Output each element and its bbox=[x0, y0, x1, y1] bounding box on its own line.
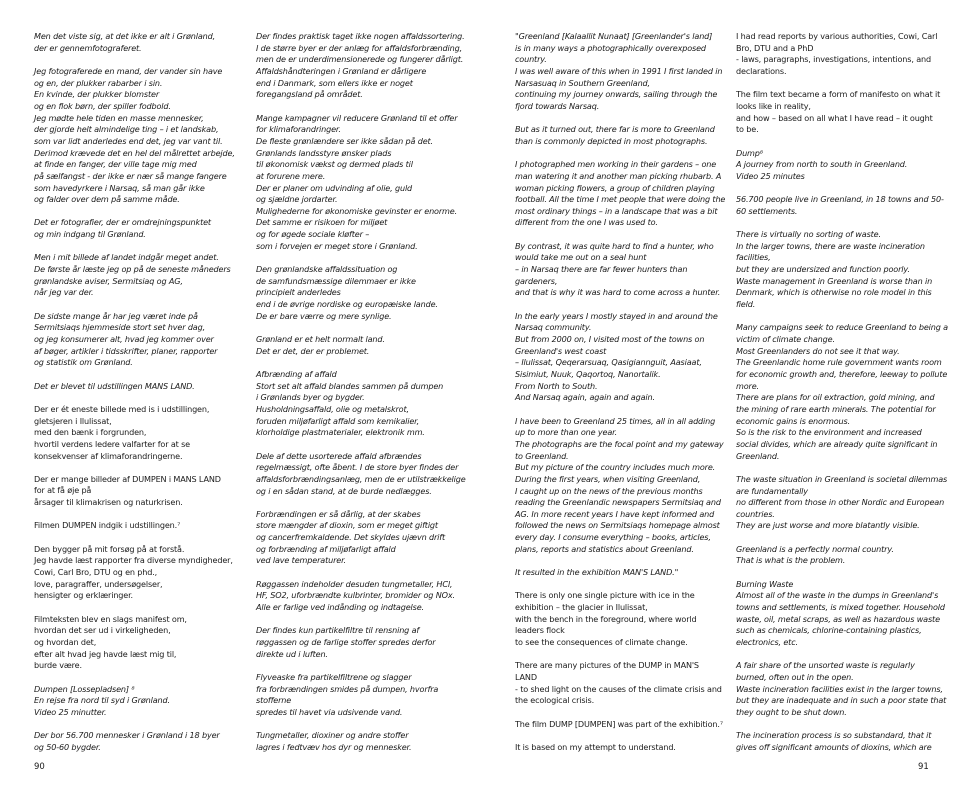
text-line: Filmteksten blev en slags manifest om, bbox=[34, 613, 187, 624]
paragraph bbox=[736, 229, 951, 311]
text-line: reading the Greenlandic newspapers Sermitsiaq and bbox=[515, 497, 721, 508]
paragraph bbox=[256, 369, 481, 439]
paragraph bbox=[256, 509, 481, 567]
text-line: Dele af dette usorterede affald afbrændes bbox=[256, 450, 422, 461]
text-line: But as it turned out, there far is more to Greenland bbox=[515, 124, 715, 135]
text-line: Der findes kun partikelfiltre til rensning af bbox=[256, 625, 420, 636]
text-line: med den bænk i forgrunden, bbox=[34, 427, 147, 438]
text-line: economic gains is enormous. bbox=[736, 415, 851, 426]
text-line: Stort set alt affald blandes sammen på dumpen bbox=[256, 380, 444, 391]
text-line: i Grønlands byer og bygder. bbox=[256, 392, 365, 403]
text-line: I caught up on the news of the previous months bbox=[515, 485, 703, 496]
paragraph bbox=[34, 311, 249, 369]
text-line: with the bench in the foreground, where world bbox=[515, 613, 697, 624]
text-line: From North to South. bbox=[515, 380, 598, 391]
text-line: During the first years, when visiting Greenland, bbox=[515, 473, 701, 484]
text-line: Men i mit billede af landet indgår meget andet. bbox=[34, 252, 219, 263]
text-line: Det er blevet til udstillingen MANS LAND. bbox=[34, 380, 195, 391]
text-line: such as chemicals, chlorine-containing plastics, bbox=[736, 625, 922, 636]
text-line: - to shed light on the causes of the climate crisis and bbox=[515, 683, 722, 694]
text-line: for at få øje på bbox=[34, 485, 92, 496]
text-line: som var lidt anderledes end det, jeg var vant til. bbox=[34, 135, 223, 146]
text-line: og i en sådan stand, at de burde nedlægges. bbox=[256, 485, 432, 496]
text-line: countries. bbox=[736, 508, 775, 519]
text-line: The film DUMP [DUMPEN] was part of the exhibition.⁷ bbox=[515, 718, 723, 729]
text-line: declarations. bbox=[736, 65, 787, 76]
text-line: woman picking flowers, a group of children playing bbox=[515, 182, 715, 193]
text-line: followed the news on Sermitsiaqs homepage almost bbox=[515, 520, 720, 531]
text-line: more. bbox=[736, 380, 759, 391]
text-line: So is the risk to the environment and increased bbox=[736, 427, 922, 438]
text-line: direkte ud i luften. bbox=[256, 648, 328, 659]
text-line: Grønland er et helt normalt land. bbox=[256, 334, 385, 345]
text-line: burned, often out in the open. bbox=[736, 671, 854, 682]
text-line: There are plans for oil extraction, gold mining, and bbox=[736, 392, 935, 403]
text-line: social divides, which are already quite significant in bbox=[736, 438, 938, 449]
text-line: 56.700 people live in Greenland, in 18 towns and 50- bbox=[736, 194, 944, 205]
text-line: But my picture of the country includes much more. bbox=[515, 462, 716, 473]
text-line: most ordinary things – in a landscape that was a bit bbox=[515, 205, 718, 216]
text-line: grønlandske aviser, Sermitsiaq og AG, bbox=[34, 275, 183, 286]
text-line: but they are undersized and function poorly. bbox=[736, 264, 910, 275]
text-line: The waste situation in Greenland is societal dilemmas bbox=[736, 473, 948, 484]
paragraph bbox=[736, 194, 951, 217]
text-line: "Greenland [Kalaallit Nunaat] [Greenlander's land] bbox=[515, 31, 713, 41]
text-line: There are many pictures of the DUMP in MAN'S bbox=[515, 660, 699, 671]
text-line: They are just worse and more blatantly visible. bbox=[736, 520, 920, 531]
text-line: Det er fotografier, der er omdrejningspunktet bbox=[34, 217, 211, 228]
text-line: at finde en fanger, der ville tage mig med bbox=[34, 159, 197, 170]
text-line: og hvordan det, bbox=[34, 636, 97, 647]
text-line: gives off significant amounts of dioxins, which are bbox=[736, 741, 932, 752]
text-line: og 50-60 bygder. bbox=[34, 741, 101, 752]
text-line: Jeg fotograferede en mand, der vander sin have bbox=[34, 65, 223, 76]
paragraph bbox=[34, 31, 249, 54]
text-line: That is what is the problem. bbox=[736, 555, 846, 566]
text-line: Flyveaske fra partikelfiltrene og slagger bbox=[256, 671, 412, 682]
paragraph bbox=[736, 474, 951, 532]
text-line: foruden miljøfarligt affald som kemikalier, bbox=[256, 415, 420, 426]
text-line: A fair share of the unsorted waste is regularly bbox=[736, 660, 915, 671]
text-line: og min indgang til Grønland. bbox=[34, 229, 146, 240]
text-line: Der findes praktisk taget ikke nogen affaldssortering. bbox=[256, 31, 465, 41]
text-line: Sermitsiaqs hjemmeside stort set hver dag, bbox=[34, 322, 206, 333]
paragraph bbox=[34, 474, 249, 509]
text-line: Cowi, Carl Bro, DTU og en phd., bbox=[34, 567, 158, 578]
text-line: Most Greenlanders do not see it that way. bbox=[736, 345, 900, 356]
paragraph bbox=[515, 241, 730, 299]
text-line: på sælfangst - der ikke er nær så mange fangere bbox=[34, 170, 227, 181]
text-line: exhibition – the glacier in Ilulissat, bbox=[515, 602, 648, 613]
text-line: hensigter og erklæringer. bbox=[34, 590, 133, 601]
text-line: Greenland is a perfectly normal country. bbox=[736, 543, 894, 554]
paragraph bbox=[34, 520, 249, 532]
paragraph bbox=[515, 31, 730, 113]
text-line: football. All the time I met people that were doing the bbox=[515, 194, 726, 205]
text-line: Der er planer om udvinding af olie, guld bbox=[256, 182, 413, 193]
text-line: to see the consequences of climate change. bbox=[515, 637, 688, 648]
text-line: facilities, bbox=[736, 252, 771, 263]
text-line: The photographs are the focal point and my gateway bbox=[515, 438, 724, 449]
paragraph bbox=[515, 311, 730, 404]
text-line: Den bygger på mit forsøg på at forstå. bbox=[34, 543, 185, 554]
text-line: to be. bbox=[736, 124, 759, 135]
right-page-column-1 bbox=[515, 31, 730, 765]
text-line: ved lave temperaturer. bbox=[256, 555, 346, 566]
paragraph bbox=[736, 730, 951, 753]
text-line: Greenland. bbox=[736, 450, 780, 461]
text-line: electronics, etc. bbox=[736, 637, 798, 647]
text-line: konsekvenser af klimaforandringerne. bbox=[34, 450, 183, 461]
text-line: De fleste grønlændere ser ikke sådan på det. bbox=[256, 135, 433, 146]
text-line: In the early years I mostly stayed in and around the bbox=[515, 310, 718, 321]
text-line: men de er underdimensionerede og fungerer dårligt. bbox=[256, 54, 464, 65]
text-line: som i forvejen er meget store i Grønland. bbox=[256, 240, 418, 251]
paragraph bbox=[256, 334, 481, 357]
text-line: end i Danmark, som ellers ikke er noget bbox=[256, 77, 413, 88]
text-line: they ought to be shut down. bbox=[736, 706, 847, 717]
text-line: Many campaigns seek to reduce Greenland to being a bbox=[736, 322, 948, 333]
text-line: than is commonly depicted in most photographs. bbox=[515, 135, 708, 146]
text-line: og en flok børn, der spiller fodbold. bbox=[34, 100, 171, 111]
text-line: klorholdige plastmaterialer, elektronik mm. bbox=[256, 427, 425, 438]
text-line: waste, oil, metal scraps, as well as hazardous waste bbox=[736, 613, 940, 624]
text-line: Der er ét eneste billede med is i udstillingen, bbox=[34, 403, 210, 414]
text-line: AG. In more recent years I have kept informed and bbox=[515, 508, 715, 519]
text-line: end i de øvrige nordiske og europæiske lande. bbox=[256, 299, 438, 310]
text-line: - laws, paragraphs, investigations, intentions, and bbox=[736, 54, 931, 65]
text-line: the mining of rare earth minerals. The potential for bbox=[736, 403, 936, 414]
paragraph bbox=[256, 113, 481, 253]
text-line: og en, der plukker rabarber i sin. bbox=[34, 77, 163, 88]
text-line: different from the one I was used to. bbox=[515, 217, 658, 228]
text-line: Den grønlandske affaldssituation og bbox=[256, 264, 398, 275]
text-line: Denmark, which is otherwise no role model in this bbox=[736, 287, 932, 298]
text-line: for klimaforandringer. bbox=[256, 124, 341, 135]
text-line: Almost all of the waste in the dumps in Greenland's bbox=[736, 590, 939, 601]
text-line: og cancerfremkaldende. Det skyldes ujævn drift bbox=[256, 532, 445, 543]
paragraph bbox=[515, 567, 730, 579]
text-line: Waste management in Greenland is worse than in bbox=[736, 275, 933, 286]
text-line: Der bor 56.700 mennesker i Grønland i 18 byer bbox=[34, 730, 220, 741]
text-line: og forbrænding af miljøfarligt affald bbox=[256, 543, 396, 554]
text-line: Dump⁸ bbox=[736, 147, 763, 158]
text-line: The Greenlandic home rule government wants room bbox=[736, 357, 942, 368]
text-line: Tungmetaller, dioxiner og andre stoffer bbox=[256, 730, 409, 741]
paragraph bbox=[34, 217, 249, 240]
text-line: røggassen og de farlige stoffer spredes derfor bbox=[256, 637, 436, 647]
text-line: and how – based on all what I have read – it ought bbox=[736, 112, 933, 123]
text-line: And Narsaq again, again and again. bbox=[515, 392, 655, 403]
text-line: HF, SO2, uforbrændte kulbrinter, bromider og NOx. bbox=[256, 590, 455, 601]
text-line: hvortil verdens ledere valfarter for at se bbox=[34, 438, 190, 449]
text-line: towns and settlements, is mixed together. Household bbox=[736, 602, 945, 613]
text-line: fjord towards Narsaq. bbox=[515, 100, 600, 111]
text-line: I had read reports by various authorities, Cowi, Carl bbox=[736, 31, 938, 41]
text-line: Dumpen [Lossepladsen] ⁸ bbox=[34, 683, 135, 694]
text-line: By contrast, it was quite hard to find a hunter, who bbox=[515, 240, 714, 251]
text-line: Bro, DTU and a PhD bbox=[736, 42, 814, 53]
text-line: leaders flock bbox=[515, 625, 565, 636]
text-line: country. bbox=[515, 54, 547, 65]
text-line: og statistik om Grønland. bbox=[34, 357, 133, 368]
text-line: årsager til klimakrisen og naturkrisen. bbox=[34, 497, 183, 508]
text-line: og falder over dem på samme måde. bbox=[34, 194, 180, 205]
text-line: – in Narsaq there are far fewer hunters than bbox=[515, 264, 688, 275]
text-line: Alle er farlige ved indånding og indtagelse. bbox=[256, 602, 424, 613]
text-line: victim of climate change. bbox=[736, 333, 835, 344]
text-line: Burning Waste bbox=[736, 578, 794, 589]
text-line: – Ilulissat, Qeqerarsuaq, Qasigiannguit, Aasiaat, bbox=[515, 357, 702, 368]
text-line: En rejse fra nord til syd i Grønland. bbox=[34, 695, 170, 706]
text-line: field. bbox=[736, 299, 756, 310]
paragraph bbox=[34, 544, 249, 602]
text-line: Jeg mødte hele tiden en masse mennesker, bbox=[34, 112, 204, 123]
text-line: Narsaq community. bbox=[515, 322, 592, 333]
paragraph bbox=[736, 89, 951, 136]
text-line: There is virtually no sorting of waste. bbox=[736, 229, 881, 240]
text-line: og sjældne jordarter. bbox=[256, 194, 338, 205]
text-line: Der er mange billeder af DUMPEN i MANS LAND bbox=[34, 473, 221, 484]
text-line: There is only one single picture with ice in the bbox=[515, 590, 695, 601]
left-page-column-1 bbox=[34, 31, 249, 765]
text-line: the ecological crisis. bbox=[515, 695, 595, 706]
paragraph bbox=[736, 148, 951, 183]
left-page-column-2 bbox=[256, 31, 481, 765]
text-line: I have been to Greenland 25 times, all in all adding bbox=[515, 415, 716, 426]
text-line: It resulted in the exhibition MAN'S LAND." bbox=[515, 567, 679, 578]
text-line: De sidste mange år har jeg været inde på bbox=[34, 310, 198, 321]
text-line: Video 25 minutes bbox=[736, 170, 805, 181]
text-line: regelmæssigt, ofte åbent. I de store byer findes der bbox=[256, 462, 459, 473]
paragraph bbox=[736, 322, 951, 462]
text-line: der gjorde helt almindelige ting – i et landskab, bbox=[34, 124, 219, 135]
text-line: I de større byer er der anlæg for affaldsforbrænding, bbox=[256, 42, 462, 53]
text-line: up to more than one year. bbox=[515, 427, 617, 438]
paragraph bbox=[515, 590, 730, 648]
text-line: burde være. bbox=[34, 660, 82, 671]
text-line: no different from those in other Nordic and European bbox=[736, 497, 945, 508]
text-line: gardeners, bbox=[515, 275, 558, 286]
paragraph bbox=[515, 660, 730, 707]
paragraph bbox=[736, 579, 951, 649]
text-line: til økonomisk vækst og dermed plads til bbox=[256, 159, 413, 170]
text-line: Det samme er risikoen for miljøet bbox=[256, 217, 388, 228]
text-line: De er bare værre og mere synlige. bbox=[256, 310, 392, 321]
text-line: are fundamentally bbox=[736, 485, 808, 496]
text-line: would take me out on a seal hunt bbox=[515, 252, 647, 263]
text-line: Waste incineration facilities exist in the larger towns, bbox=[736, 683, 943, 694]
paragraph bbox=[515, 416, 730, 556]
paragraph bbox=[34, 404, 249, 462]
text-line: I photographed men working in their gardens – one bbox=[515, 159, 717, 170]
text-line: Filmen DUMPEN indgik i udstillingen.⁷ bbox=[34, 520, 181, 531]
text-line: continuing my journey onwards, sailing through the bbox=[515, 89, 718, 100]
text-line: der er gennemfotograferet. bbox=[34, 42, 142, 53]
paragraph bbox=[34, 730, 249, 753]
text-line: A journey from north to south in Greenland. bbox=[736, 159, 908, 170]
text-line: gletsjeren i Ilulissat, bbox=[34, 415, 112, 426]
text-line: når jeg var der. bbox=[34, 287, 94, 298]
text-line: plans, reports and statistics about Greenland. bbox=[515, 543, 694, 554]
text-line: De første år læste jeg op på de seneste måneders bbox=[34, 264, 231, 275]
paragraph bbox=[256, 672, 481, 719]
text-line: af bøger, artikler i tidsskrifter, planer, rapporter bbox=[34, 345, 218, 356]
text-line: Affaldshåndteringen i Grønland er dårligere bbox=[256, 65, 427, 76]
paragraph bbox=[515, 159, 730, 229]
text-line: But from 2000 on, I visited most of the towns on bbox=[515, 334, 705, 344]
paragraph bbox=[34, 614, 249, 672]
paragraph bbox=[34, 684, 249, 719]
text-line: spredes til havet via udsivende vand. bbox=[256, 706, 403, 717]
text-line: every day. I consume everything – books, articles, bbox=[515, 532, 711, 543]
paragraph bbox=[256, 451, 481, 498]
text-line: to Greenland. bbox=[515, 450, 569, 461]
text-line: Forbrændingen er så dårlig, at der skabes bbox=[256, 508, 421, 519]
paragraph bbox=[34, 381, 249, 393]
text-line: Afbrænding af affald bbox=[256, 368, 337, 379]
text-line: En kvinde, der plukker blomster bbox=[34, 89, 159, 100]
text-line: and that is why it was hard to come across a hunter. bbox=[515, 287, 721, 298]
paragraph bbox=[256, 264, 481, 322]
text-line: stofferne bbox=[256, 695, 292, 706]
paragraph bbox=[515, 742, 730, 754]
text-line: lagres i fedtvæv hos dyr og mennesker. bbox=[256, 741, 412, 752]
paragraph bbox=[515, 719, 730, 731]
page-number-right: 91 bbox=[918, 762, 929, 772]
text-line: foregangsland på området. bbox=[256, 89, 363, 100]
text-line: Video 25 minutter. bbox=[34, 706, 107, 717]
text-line: fra forbrændingen smides på dumpen, hvorfra bbox=[256, 683, 439, 694]
page-number-left: 90 bbox=[34, 762, 45, 772]
text-line: Det er det, der er problemet. bbox=[256, 345, 370, 356]
text-line: Grønlands landsstyre ønsker plads bbox=[256, 147, 392, 158]
paragraph bbox=[736, 544, 951, 567]
text-line: Greenland's west coast bbox=[515, 345, 607, 356]
text-line: It is based on my attempt to understand. bbox=[515, 741, 676, 752]
paragraph bbox=[736, 31, 951, 78]
text-line: Narsasuaq in Southern Greenland, bbox=[515, 77, 650, 88]
text-line: Mulighederne for økonomiske gevinster er enorme. bbox=[256, 205, 458, 216]
text-line: for economic growth and, therefore, leeway to pollute bbox=[736, 368, 948, 379]
text-line: principielt anderledes bbox=[256, 287, 341, 298]
paragraph bbox=[736, 660, 951, 718]
text-line: Husholdningsaffald, olie og metalskrot, bbox=[256, 403, 409, 414]
text-line: og for øgede sociale kløfter – bbox=[256, 229, 370, 240]
paragraph bbox=[256, 31, 481, 101]
paragraph bbox=[256, 625, 481, 660]
text-line: efter alt hvad jeg havde læst mig til, bbox=[34, 648, 177, 659]
text-line: The incineration process is so substandard, that it bbox=[736, 730, 932, 741]
text-line: I was well aware of this when in 1991 I first landed in bbox=[515, 65, 723, 76]
text-line: store mængder af dioxin, som er meget giftigt bbox=[256, 520, 438, 531]
text-line: The film text became a form of manifesto on what it bbox=[736, 89, 941, 100]
right-page-column-2 bbox=[736, 31, 951, 765]
text-line: hvordan det ser ud i virkeligheden, bbox=[34, 625, 171, 636]
text-line: looks like in reality, bbox=[736, 100, 811, 111]
paragraph bbox=[256, 730, 481, 753]
text-line: Sisimiut, Nuuk, Qaqortoq, Nanortalik. bbox=[515, 368, 661, 379]
paragraph bbox=[34, 252, 249, 299]
text-line: som havedyrkere i Narsaq, så man går ikke bbox=[34, 182, 205, 193]
text-line: In the larger towns, there are waste incineration bbox=[736, 240, 925, 251]
text-line: is in many ways a photographically overexposed bbox=[515, 42, 706, 53]
text-line: Men det viste sig, at det ikke er alt i Grønland, bbox=[34, 31, 216, 41]
text-line: og jeg konsumerer alt, hvad jeg kommer over bbox=[34, 334, 214, 344]
text-line: love, paragraffer, undersøgelser, bbox=[34, 578, 163, 589]
text-line: but they are inadequate and in such a poor state that bbox=[736, 695, 947, 706]
paragraph bbox=[34, 66, 249, 206]
text-line: man watering it and another man picking rhubarb. A bbox=[515, 170, 722, 181]
text-line: at forurene mere. bbox=[256, 170, 326, 181]
text-line: Jeg havde læst rapporter fra diverse myndigheder, bbox=[34, 555, 233, 566]
text-line: Røggassen indeholder desuden tungmetaller, HCl, bbox=[256, 578, 453, 589]
text-line: LAND bbox=[515, 671, 537, 682]
text-line: Mange kampagner vil reducere Grønland til et offer bbox=[256, 112, 458, 123]
text-line: de samfundsmæssige dilemmaer er ikke bbox=[256, 275, 416, 286]
text-line: Derimod krævede det en hel del målrettet arbejde, bbox=[34, 147, 235, 158]
text-line: affaldsforbrændingsanlæg, men de er utilstrækkelige bbox=[256, 473, 466, 484]
paragraph bbox=[515, 124, 730, 147]
paragraph bbox=[256, 579, 481, 614]
text-line: 60 settlements. bbox=[736, 205, 798, 216]
